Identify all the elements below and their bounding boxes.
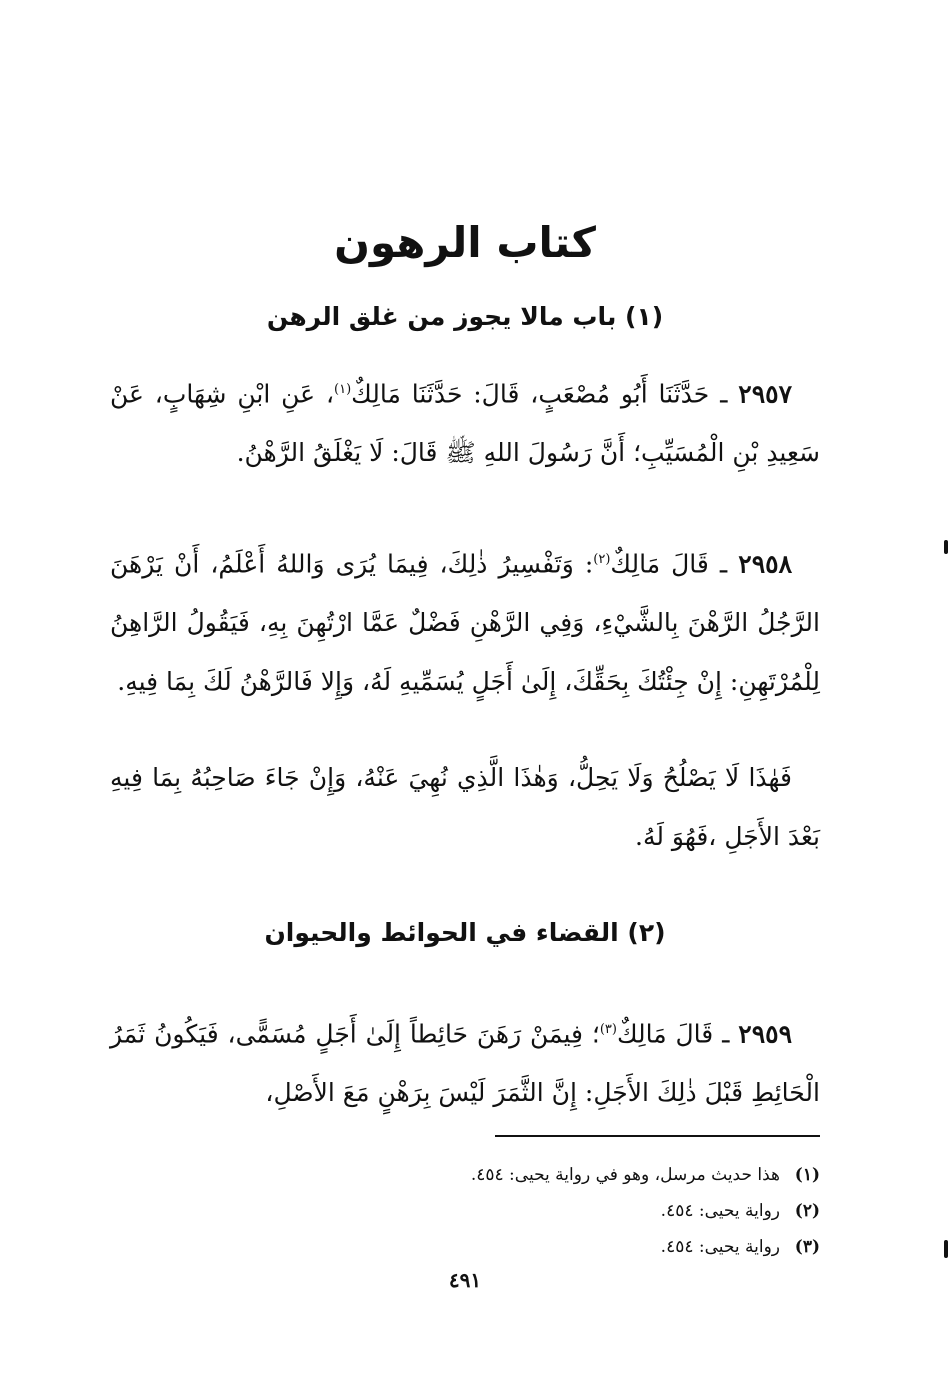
footnote-number: (٣) (794, 1237, 820, 1257)
footnote-ref: (٣) (599, 1022, 617, 1037)
hadith-text: قَالَ مَالِكٌ (610, 549, 709, 579)
hadith-text: حَدَّثَنَا أَبُو مُصْعَبٍ، قَالَ: حَدَّثَنَا مَالِكٌ (351, 379, 710, 409)
hadith-number: ٢٩٥٨ (738, 549, 792, 579)
hadith-2957: ٢٩٥٧ ـ حَدَّثَنَا أَبُو مُصْعَبٍ، قَالَ: حَدَّثَنَا مَالِكٌ$^{(١)}$، عَنِ ابْنِ شِهَابٍ، عَنْ سَعِيدِ بْنِ الْمُسَيِّبِ؛ أَنَّ رَسُولَ اللهِ ﷺ قَالَ: لَا يَغْلَقُ الرَّهْنُ. (110, 379, 820, 468)
page-number: ٤٩١ (448, 1268, 482, 1292)
book-page (110, 0, 820, 1398)
footnote-text: رواية يحيى: ٤٥٤. (660, 1201, 780, 1221)
footnote-number: (١) (794, 1165, 820, 1185)
chapter-heading-2: (٢) القضاء في الحوائط والحيوان (264, 918, 666, 947)
footnote-text: رواية يحيى: ٤٥٤. (660, 1237, 780, 1257)
continuation-paragraph (110, 748, 820, 866)
hadith-2959: ٢٩٥٩ ـ قَالَ مَالِكٌ$^{(٣)}$؛ فِيمَنْ رَهَنَ حَائِطاً إِلَىٰ أَجَلٍ مُسَمًّى، فَيَكُونُ ثَمَرُ الْحَائِطِ قَبْلَ ذٰلِكَ الأَجَلِ: إِنَّ الثَّمَرَ لَيْسَ بِرَهْنٍ مَعَ الأَصْلِ، (110, 1019, 820, 1108)
footnote-divider (495, 1135, 820, 1137)
footnote-2 (110, 1193, 820, 1229)
book-title: كتاب الرهون (334, 218, 596, 267)
footnotes (110, 1157, 820, 1265)
footnote-ref: (١) (334, 382, 352, 397)
footnote-3 (110, 1229, 820, 1265)
hadith-text: : وَتَفْسِيرُ ذٰلِكَ، فِيمَا يُرَى وَاللهُ أَعْلَمُ، أَنْ يَرْهَنَ الرَّجُلُ الرَّهْنَ بِالشَّيْءِ، وَفِي الرَّهْنِ فَضْلٌ عَمَّا ارْتُهِنَ بِهِ، فَيَقُولُ الرَّاهِنُ لِلْمُرْتَهِنِ: إِنْ جِئْتُكَ بِحَقِّكَ، إِلَىٰ أَجَلٍ يُسَمِّيهِ لَهُ، وَإِلا فَالرَّهْنُ لَكَ بِمَا فِيهِ. (110, 549, 820, 697)
footnote-ref: (٢) (593, 552, 611, 567)
chapter-heading-1: (١) باب مالا يجوز من غلق الرهن (266, 302, 664, 331)
footnote-text: هذا حديث مرسل، وهو في رواية يحيى: ٤٥٤. (470, 1165, 780, 1185)
hadith-number: ٢٩٥٩ (738, 1019, 793, 1049)
hadith-text: قَالَ مَالِكٌ (616, 1019, 714, 1049)
hadith-number: ٢٩٥٧ (738, 379, 793, 409)
footnote-1 (110, 1157, 820, 1193)
hadith-text: ؛ فِيمَنْ رَهَنَ حَائِطاً إِلَىٰ أَجَلٍ مُسَمًّى، فَيَكُونُ ثَمَرُ الْحَائِطِ قَبْلَ ذٰلِكَ الأَجَلِ: إِنَّ الثَّمَرَ لَيْسَ بِرَهْنٍ مَعَ الأَصْلِ، (110, 1019, 820, 1108)
footnote-number: (٢) (794, 1201, 820, 1221)
hadith-text: ، عَنِ ابْنِ شِهَابٍ، عَنْ سَعِيدِ بْنِ الْمُسَيِّبِ؛ أَنَّ رَسُولَ اللهِ ﷺ قَالَ: لَا يَغْلَقُ الرَّهْنُ. (110, 379, 820, 468)
paragraph-text: فَهٰذَا لَا يَصْلُحُ وَلَا يَحِلُّ، وَهٰذَا الَّذِي نُهِيَ عَنْهُ، وَإِنْ جَاءَ صَاحِبُهُ بِمَا فِيهِ بَعْدَ الأَجَلِ ،فَهُوَ لَهُ. (110, 763, 820, 851)
hadith-2958: ٢٩٥٨ ـ قَالَ مَالِكٌ$^{(٢)}$: وَتَفْسِيرُ ذٰلِكَ، فِيمَا يُرَى وَاللهُ أَعْلَمُ، أَنْ يَرْهَنَ الرَّجُلُ الرَّهْنَ بِالشَّيْءِ، وَفِي الرَّهْنِ فَضْلٌ عَمَّا ارْتُهِنَ بِهِ، فَيَقُولُ الرَّاهِنُ لِلْمُرْتَهِنِ: إِنْ جِئْتُكَ بِحَقِّكَ، إِلَىٰ أَجَلٍ يُسَمِّيهِ لَهُ، وَإِلا فَالرَّهْنُ لَكَ بِمَا فِيهِ. (110, 549, 820, 697)
scan-mark (944, 540, 948, 554)
scan-mark (944, 1240, 948, 1258)
